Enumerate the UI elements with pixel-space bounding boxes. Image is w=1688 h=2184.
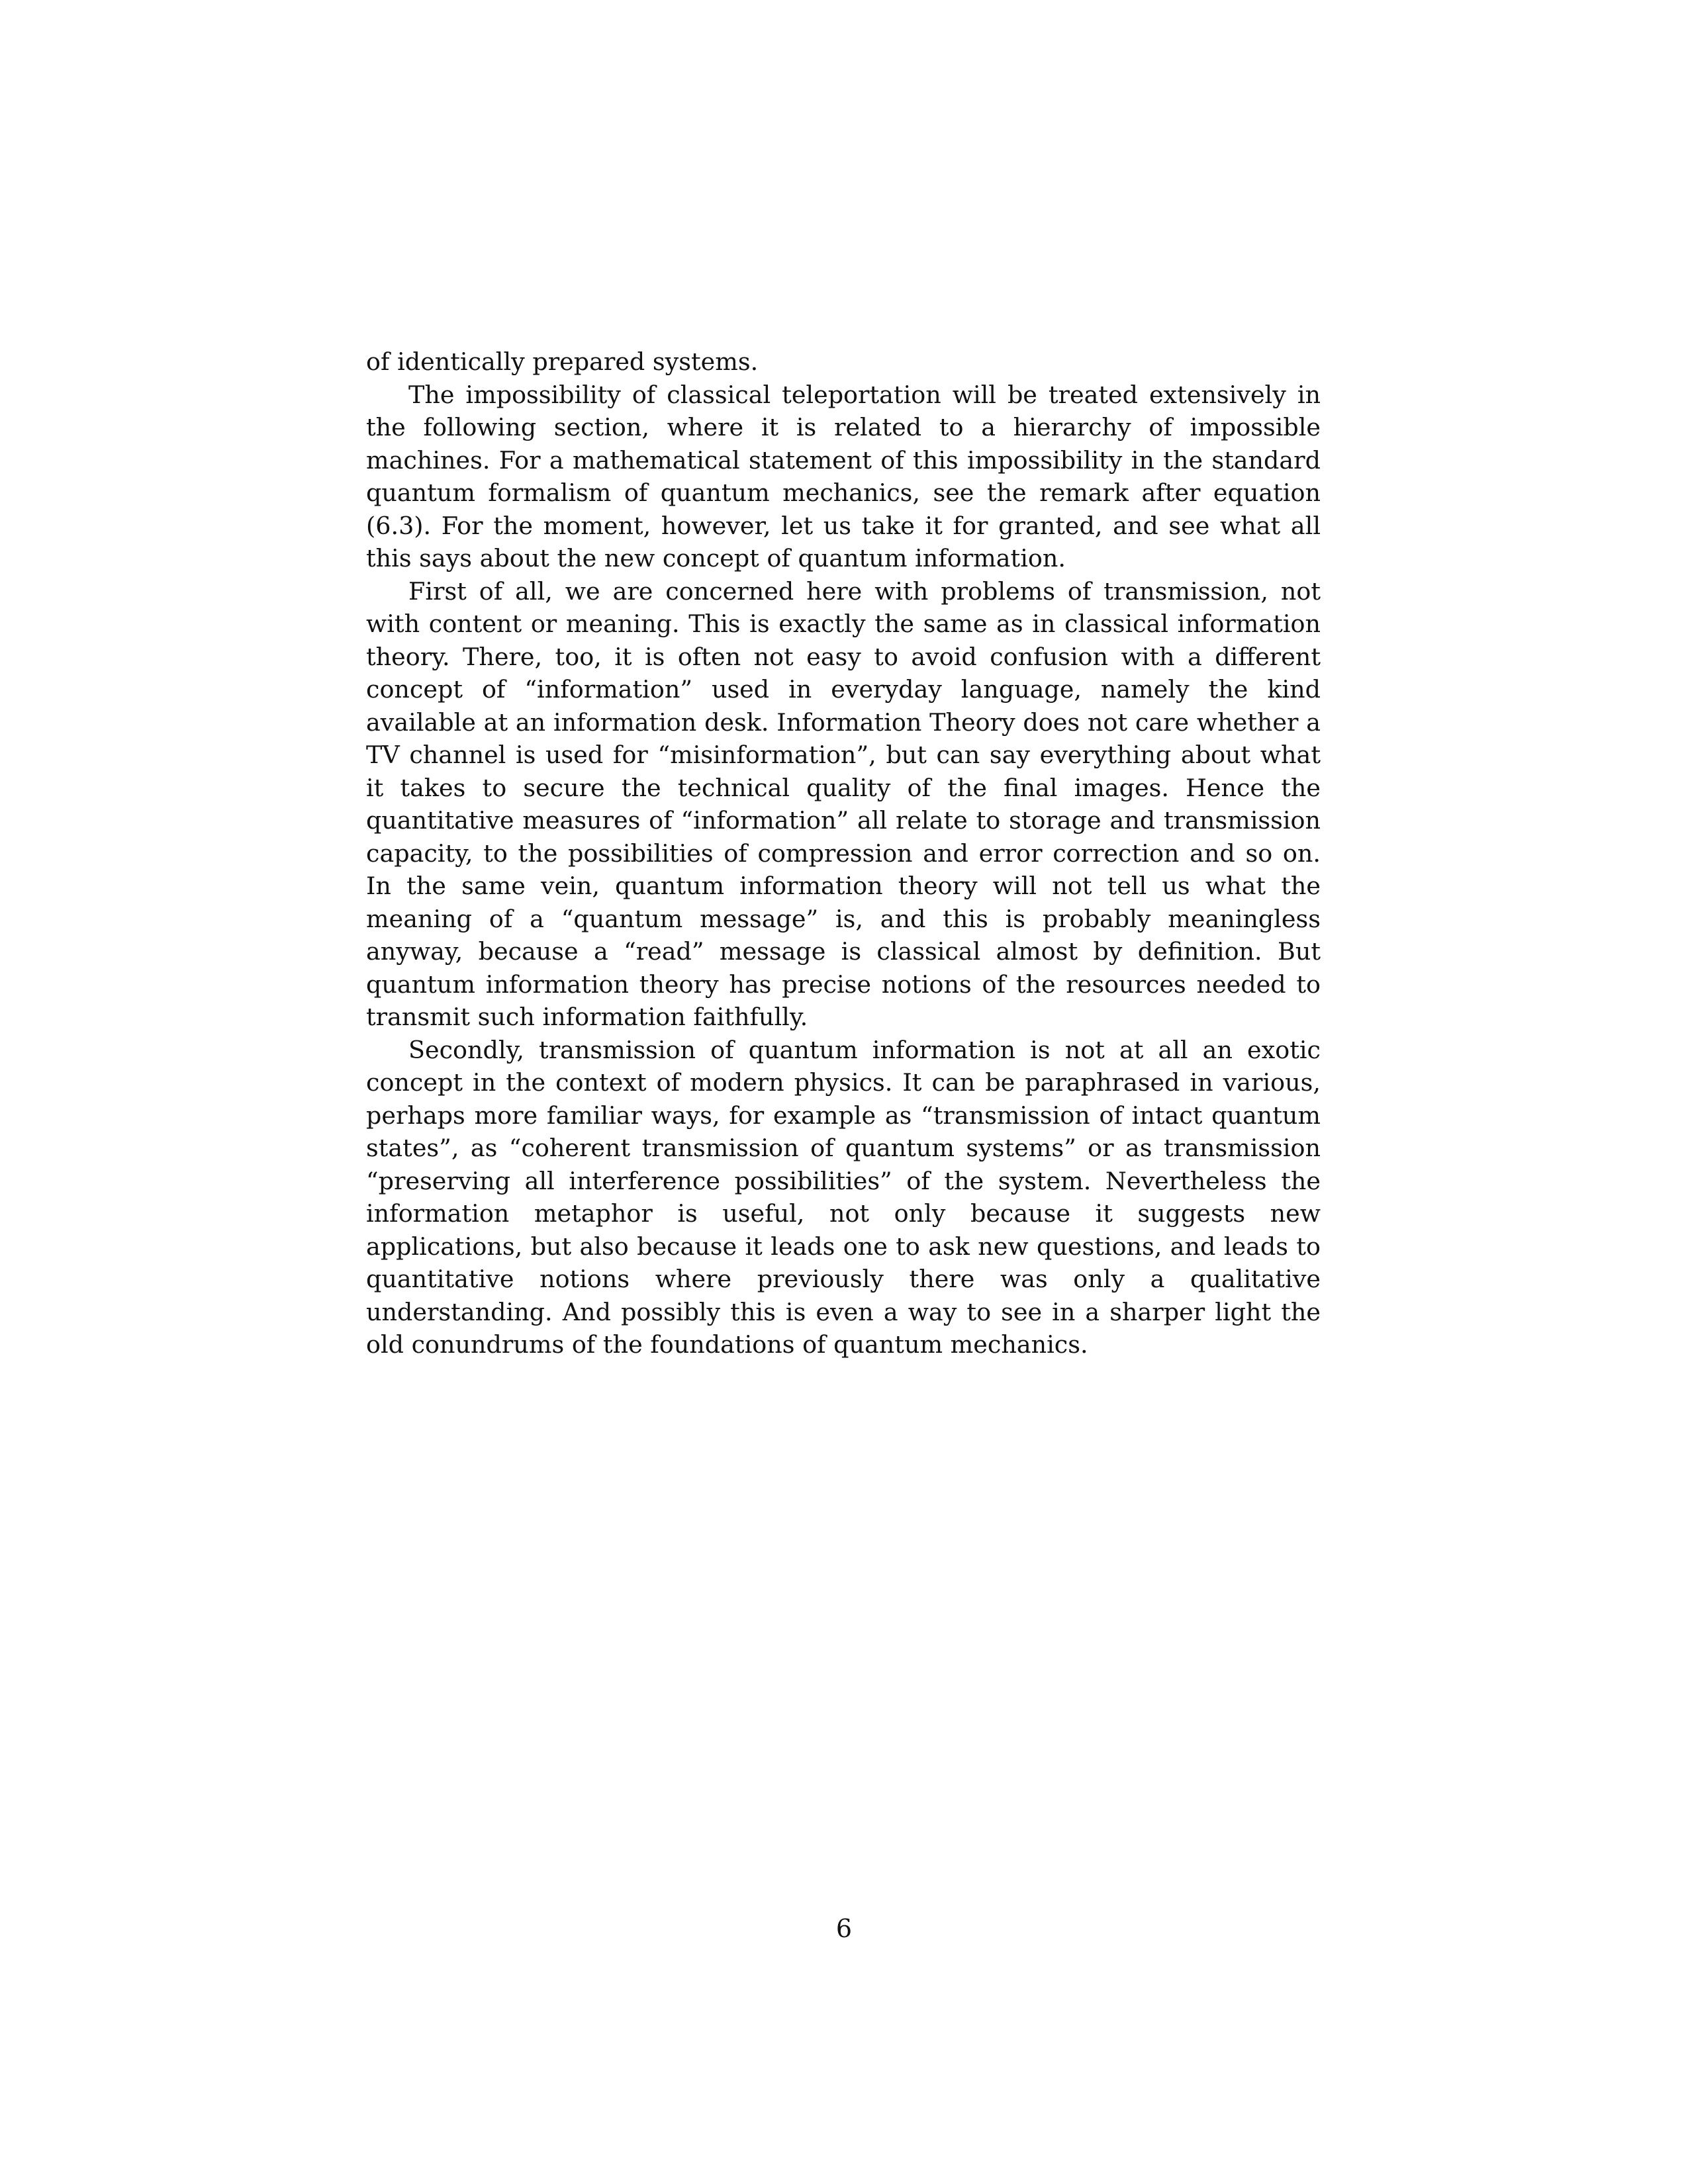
body-text — [366, 345, 1321, 1361]
paragraph-quantum-information-transmission: Secondly, transmission of quantum information is not at all an exotic concept in the context of modern physics. It can be paraphrased in various, perhaps more familiar ways, for example as “transmission of intact quantum states”, as “coherent transmission of quantum systems” or as transmission “preserving all interference possibilities” of the system. Nevertheless the information metaphor is useful, not only because it suggests new applications, but also because it leads one to ask new questions, and leads to quantitative notions where previously there was only a qualitative understanding. And possibly this is even a way to see in a sharper light the old conundrums of the foundations of quantum mechanics. — [366, 1035, 1321, 1359]
paragraph-classical-teleportation: The impossibility of classical teleportation will be treated extensively in the following section, where it is related to a hierarchy of impossible machines. For a mathematical statement of this impossibility in the standard quantum formalism of quantum mechanics, see the remark after equation (6.3). For the moment, however, let us take it for granted, and see what all this says about the new concept of quantum information. — [366, 380, 1321, 572]
paragraph-transmission-not-meaning: First of all, we are concerned here with problems of transmission, not with content or meaning. This is exactly the same as in classical information theory. There, too, it is often not easy to avoid confusion with a different concept of “information” used in everyday language, namely the kind available at an information desk. Information Theory does not care whether a TV channel is used for “misinformation”, but can say everything about what it takes to secure the technical quality of the final images. Hence the quantitative measures of “information” all relate to storage and transmission capacity, to the possibilities of compression and error correction and so on. In the same vein, quantum information theory will not tell us what the meaning of a “quantum message” is, and this is probably meaningless anyway, because a “read” message is classical almost by definition. But quantum information theory has precise notions of the resources needed to transmit such information faithfully. — [366, 576, 1321, 1031]
paragraph-continuation: of identically prepared systems. — [366, 347, 759, 376]
page-number: 6 — [835, 1914, 853, 1943]
